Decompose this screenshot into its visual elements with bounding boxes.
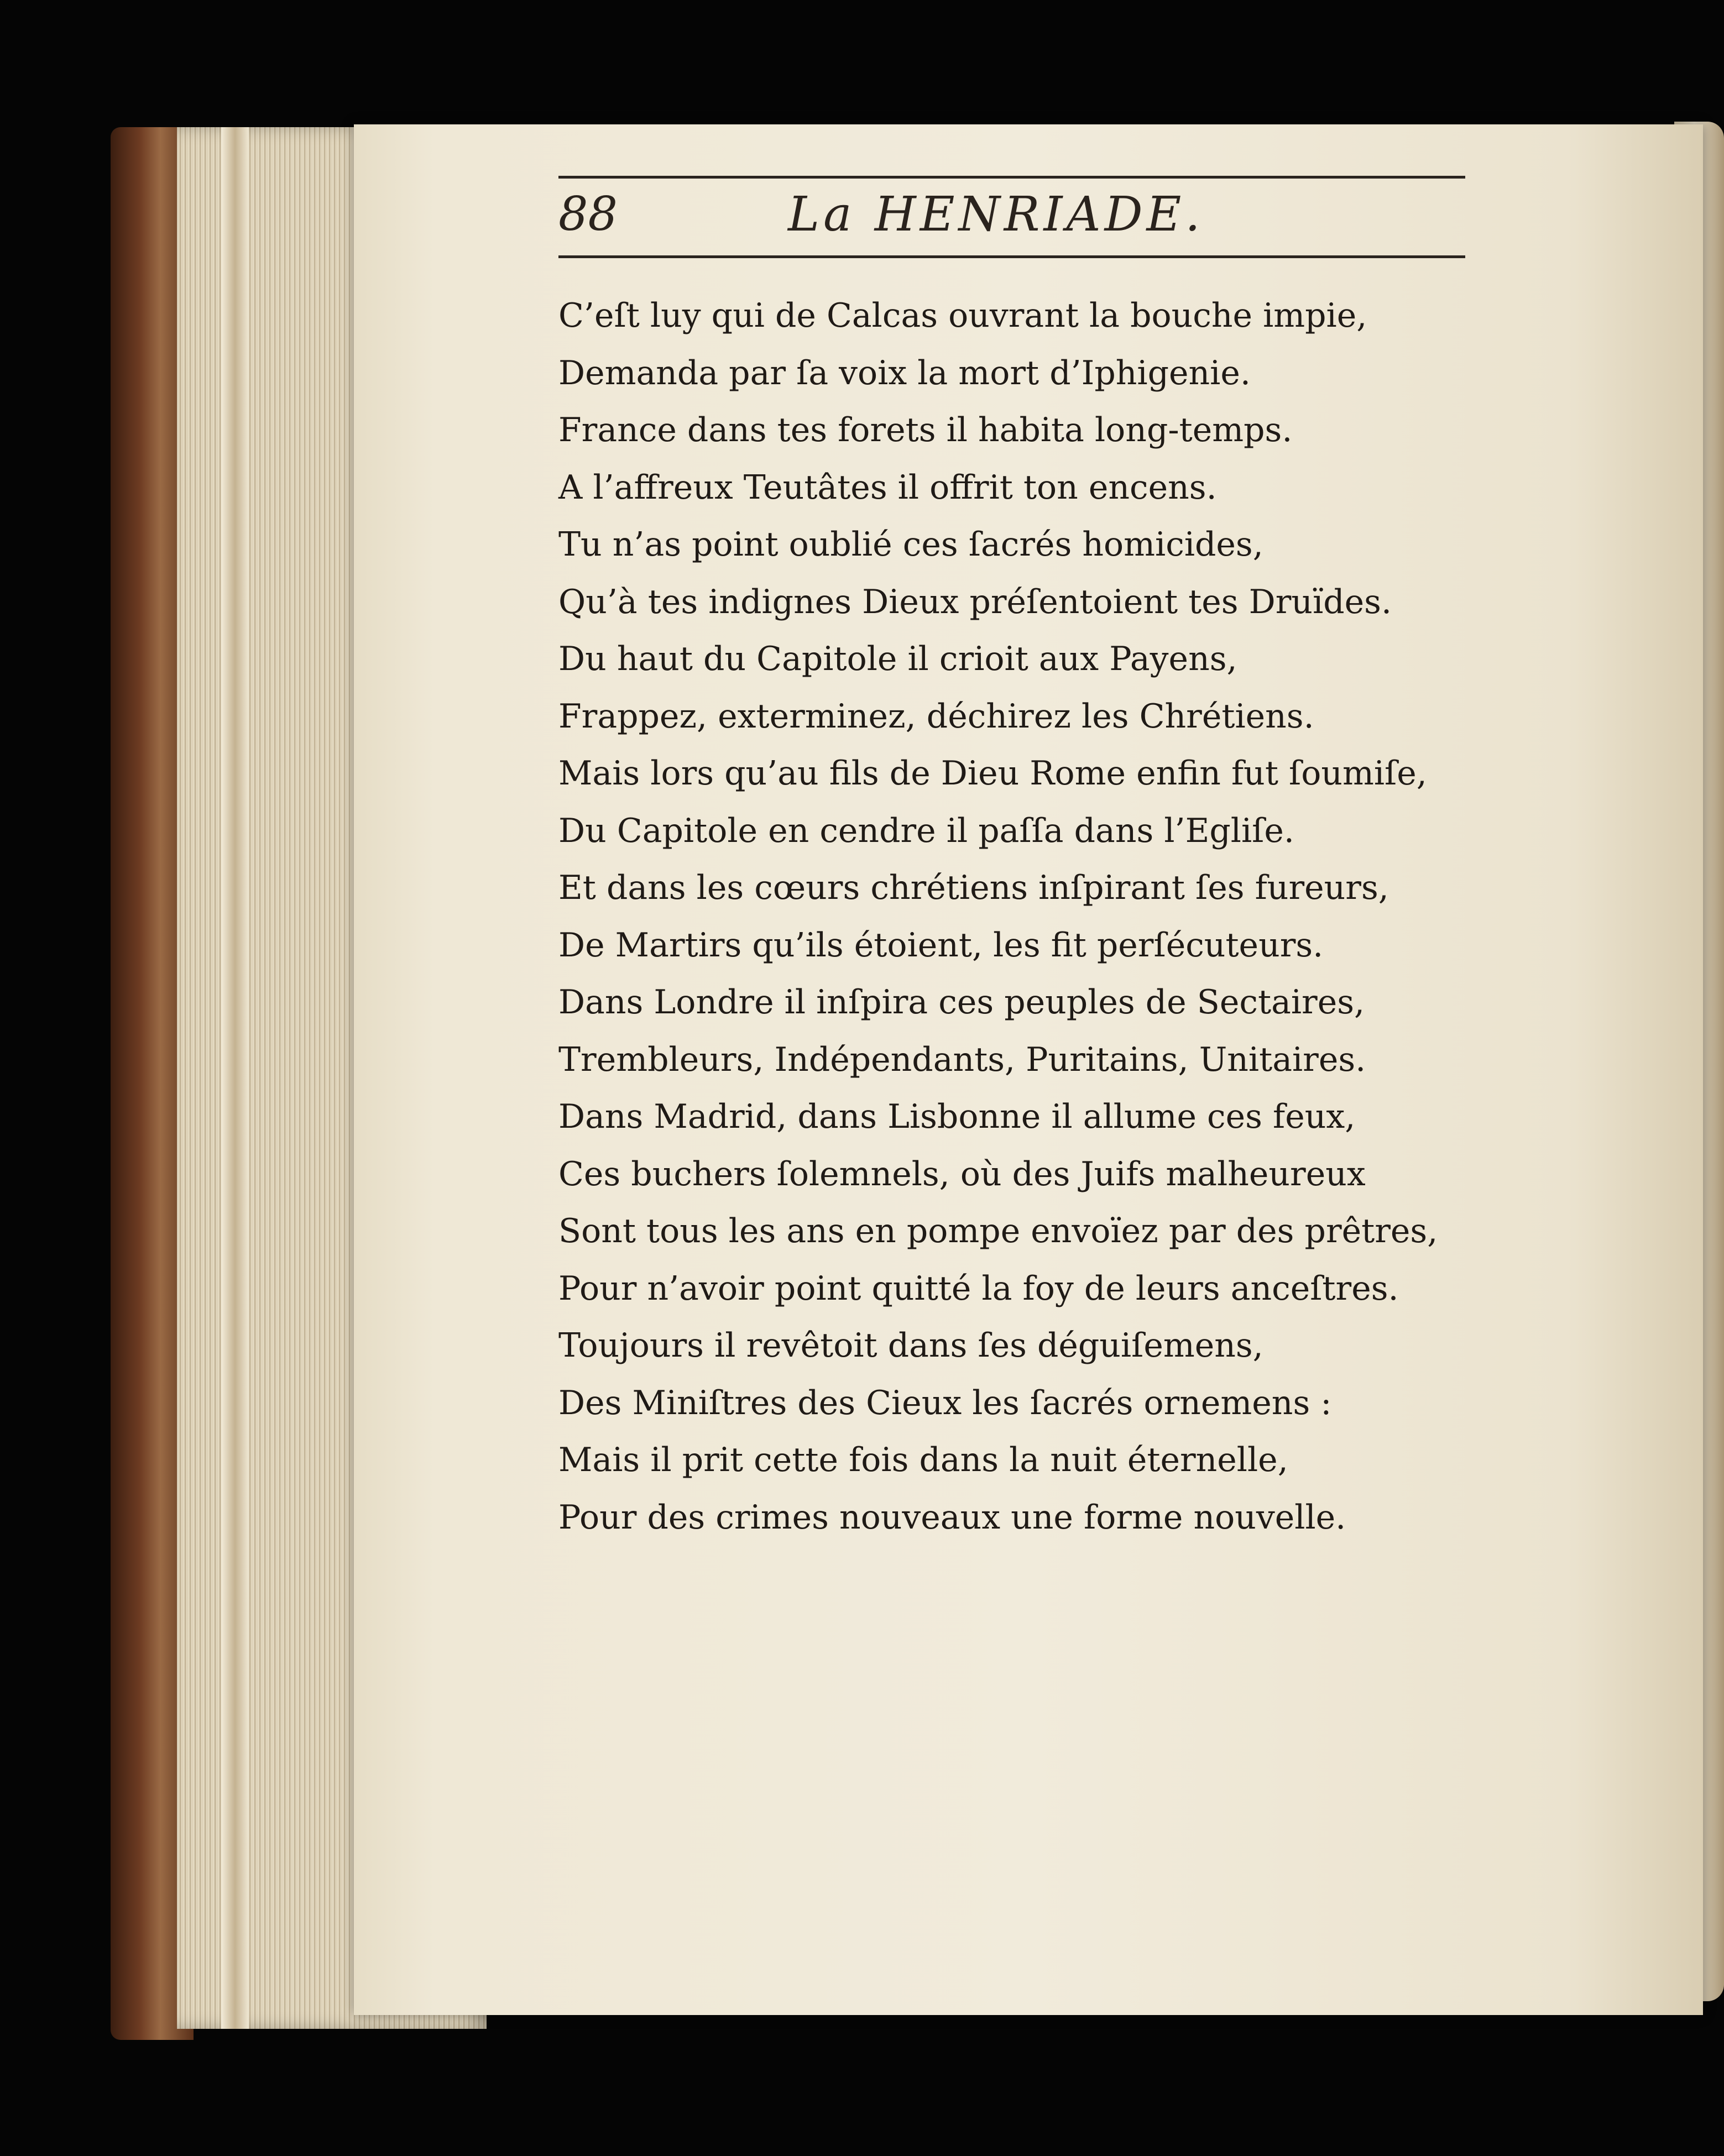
- verse-line: A l’affreux Teutâtes il offrit ton encens.: [558, 468, 1217, 507]
- verse-line: Dans Londre il inſpira ces peuples de Sectaires,: [558, 983, 1365, 1022]
- page-number: 88: [558, 187, 618, 241]
- verse-line: Mais il prit cette fois dans la nuit éternelle,: [558, 1441, 1288, 1479]
- verse-line: Des Miniſtres des Cieux les ſacrés ornemens :: [558, 1383, 1332, 1422]
- verse-line: De Martirs qu’ils étoient, les fit perſécuteurs.: [558, 925, 1324, 965]
- running-head: La HENRIADE.: [788, 187, 1204, 242]
- verse-line: Sont tous les ans en pompe envoïez par des prêtres,: [558, 1212, 1438, 1250]
- verse-line: Ces buchers ſolemnels, où des Juifs malheureux: [558, 1154, 1366, 1194]
- verse-line: Toujours il revêtoit dans ſes déguiſemens,: [558, 1326, 1263, 1365]
- verse-line: Qu’à tes indignes Dieux préſentoient tes Druïdes.: [558, 582, 1392, 621]
- verse-line: Mais lors qu’au fils de Dieu Rome enfin fut ſoumiſe,: [558, 754, 1427, 793]
- verse-line: Frappez, exterminez, déchirez les Chrétiens.: [558, 697, 1314, 736]
- verse-line: Tu n’as point oublié ces ſacrés homicides,: [558, 525, 1263, 564]
- verse-line: Demanda par ſa voix la mort d’Iphigenie.: [558, 353, 1251, 393]
- verse-line: Et dans les cœurs chrétiens inſpirant ſes fureurs,: [558, 868, 1389, 907]
- page-header: [558, 182, 1465, 249]
- header-rule-bottom: [558, 255, 1465, 258]
- verse-line: Du haut du Capitole il crioit aux Payens,: [558, 640, 1237, 678]
- verse-line: Pour n’avoir point quitté la foy de leurs anceſtres.: [558, 1269, 1399, 1308]
- header-rule-top: [558, 176, 1465, 179]
- verse-line: Trembleurs, Indépendants, Puritains, Unitaires.: [558, 1040, 1366, 1079]
- verse-line: Pour des crimes nouveaux une forme nouvelle.: [558, 1498, 1346, 1537]
- verse-line: France dans tes forets il habita long-temps.: [558, 411, 1293, 449]
- verse-line: Dans Madrid, dans Lisbonne il allume ces feux,: [558, 1097, 1356, 1136]
- verse-line: Du Capitole en cendre il paſſa dans l’Egliſe.: [558, 811, 1294, 850]
- verse-list: [558, 287, 1498, 1546]
- verse-line: C’eſt luy qui de Calcas ouvrant la bouche impie,: [558, 296, 1367, 335]
